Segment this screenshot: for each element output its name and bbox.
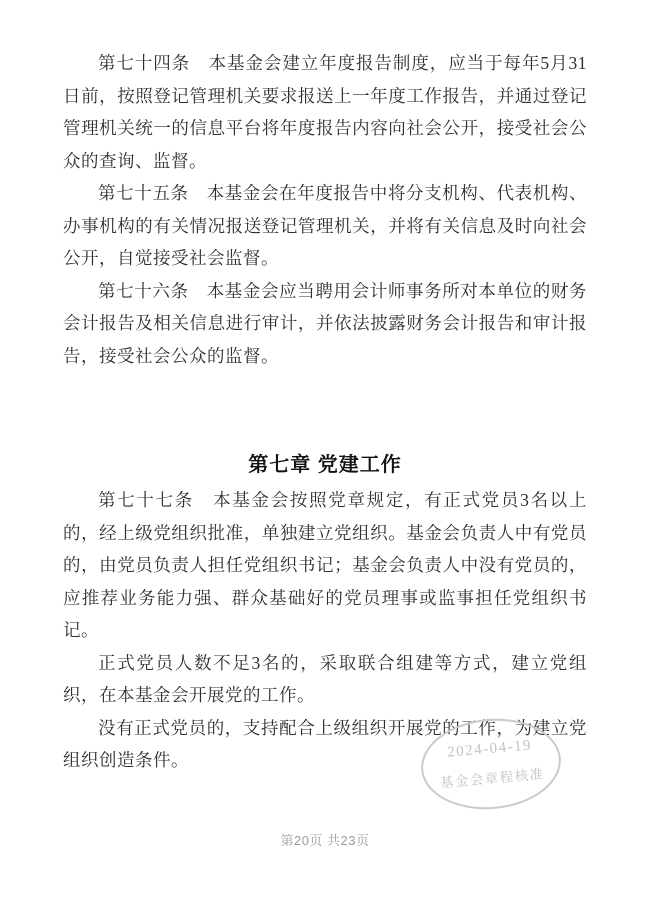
stamp-label: 基金会章程核准 xyxy=(439,766,546,791)
article-74-paragraph: 第七十四条 本基金会建立年度报告制度，应当于每年5月31日前，按照登记管理机关要求报送上一年度工作报告，并通过登记管理机关统一的信息平台将年度报告内容向社会公开，接受社会公众的查询、监督。 xyxy=(63,53,587,171)
stamp-date: 2024-04-19 xyxy=(446,737,533,761)
article-77-paragraph: 第七十七条 本基金会按照党章规定，有正式党员3名以上的，经上级党组织批准，单独建立党组织。基金会负责人中有党员的，由党员负责人担任党组织书记；基金会负责人中没有党员的，应推荐业务能力强、群众基础好的党员理事或监事担任党组织书记。 xyxy=(63,490,587,640)
chapter-paragraph-insufficient-members: 正式党员人数不足3名的，采取联合组建等方式，建立党组织，在本基金会开展党的工作。 xyxy=(63,652,587,705)
article-75-paragraph: 第七十五条 本基金会在年度报告中将分支机构、代表机构、办事机构的有关情况报送登记管理机关，并将有关信息及时向社会公开，自觉接受社会监督。 xyxy=(63,183,587,268)
chapter-paragraph-no-members: 没有正式党员的，支持配合上级组织开展党的工作，为建立党组织创造条件。 xyxy=(63,717,587,770)
page-number-footer: 第20页 共23页 xyxy=(280,833,370,848)
document-content xyxy=(63,47,587,777)
article-76-paragraph: 第七十六条 本基金会应当聘用会计师事务所对本单位的财务会计报告及相关信息进行审计，并依法披露财务会计报告和审计报告，接受社会公众的监督。 xyxy=(63,280,587,366)
chapter-7-heading: 第七章 党建工作 xyxy=(248,454,402,476)
